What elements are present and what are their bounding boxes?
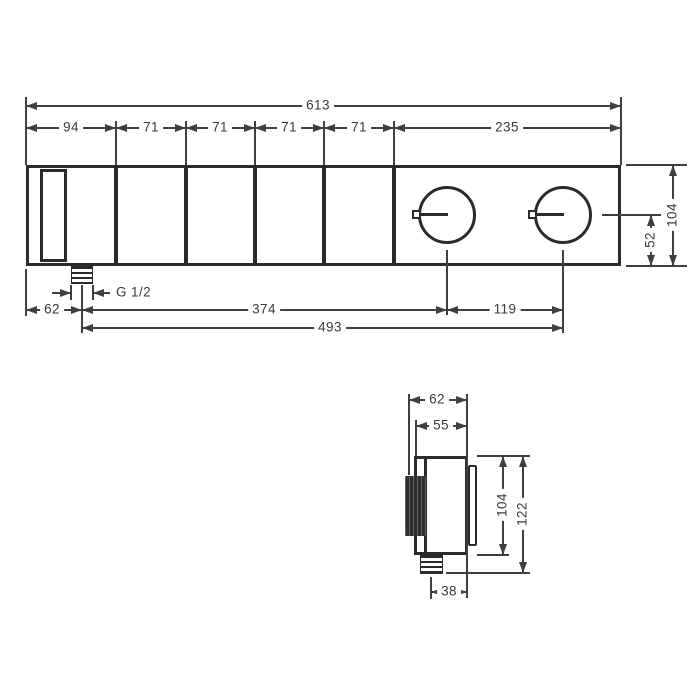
arrowhead [669, 165, 677, 176]
side-wall-plate [468, 465, 477, 546]
arrowhead [499, 544, 507, 555]
dim-label-493: 493 [314, 321, 346, 336]
dim-label-613: 613 [302, 99, 334, 114]
front-left-strip [40, 169, 67, 262]
extension-line [626, 265, 687, 267]
arrowhead [552, 306, 563, 314]
arrowhead [436, 306, 447, 314]
side-threaded-connector [420, 555, 443, 574]
arrowhead [82, 306, 93, 314]
arrowhead [82, 324, 93, 332]
arrowhead [116, 124, 127, 132]
front-divider-4 [322, 168, 326, 263]
arrowhead [175, 124, 186, 132]
front-divider-2 [184, 168, 188, 263]
front-threaded-connector [71, 266, 93, 284]
dim-label-374: 374 [248, 303, 280, 318]
knob-1-pointer-line [420, 213, 448, 216]
dim-label-62: 62 [40, 303, 64, 318]
arrowhead [26, 102, 37, 110]
arrowhead [60, 289, 71, 297]
extension-line [408, 394, 410, 475]
dim-label-71b: 71 [208, 121, 232, 136]
dim-label-122: 122 [516, 498, 531, 530]
arrowhead [647, 215, 655, 226]
arrowhead [244, 124, 255, 132]
arrowhead [669, 255, 677, 266]
arrowhead [324, 124, 335, 132]
thread-size-label: G 1/2 [112, 286, 155, 301]
arrowhead [416, 422, 427, 430]
arrowhead [26, 306, 37, 314]
arrowhead [519, 562, 527, 573]
dim-label-71c: 71 [277, 121, 301, 136]
arrowhead [456, 422, 467, 430]
arrowhead [409, 396, 420, 404]
dim-label-94: 94 [59, 121, 83, 136]
arrowhead [499, 456, 507, 467]
dim-label-71d: 71 [347, 121, 371, 136]
dim-label-55: 55 [429, 419, 453, 434]
arrowhead [105, 124, 116, 132]
dim-label-depth-62: 62 [425, 393, 449, 408]
arrowhead [313, 124, 324, 132]
arrowhead [255, 124, 266, 132]
dim-label-38: 38 [437, 585, 461, 600]
dim-label-104-front: 104 [666, 199, 681, 231]
arrowhead [552, 324, 563, 332]
arrowhead [26, 124, 37, 132]
arrowhead [394, 124, 405, 132]
dim-label-71a: 71 [139, 121, 163, 136]
side-knob-handle [405, 476, 426, 536]
arrowhead [647, 255, 655, 266]
extension-line [446, 572, 530, 574]
arrowhead [186, 124, 197, 132]
front-divider-3 [253, 168, 257, 263]
dim-label-235: 235 [491, 121, 523, 136]
arrowhead [383, 124, 394, 132]
arrowhead [456, 396, 467, 404]
arrowhead [71, 306, 82, 314]
front-divider-5 [392, 168, 396, 263]
arrowhead [93, 289, 104, 297]
dim-label-104-side: 104 [496, 489, 511, 521]
dim-label-52: 52 [644, 228, 659, 252]
extension-line [562, 250, 564, 333]
arrowhead [610, 102, 621, 110]
dim-label-119: 119 [490, 303, 521, 318]
arrowhead [519, 456, 527, 467]
arrowhead [447, 306, 458, 314]
front-divider-1 [114, 168, 118, 263]
knob-2-pointer-line [536, 213, 564, 216]
extension-line [626, 164, 687, 166]
arrowhead [610, 124, 621, 132]
dim-row-line [26, 309, 563, 311]
